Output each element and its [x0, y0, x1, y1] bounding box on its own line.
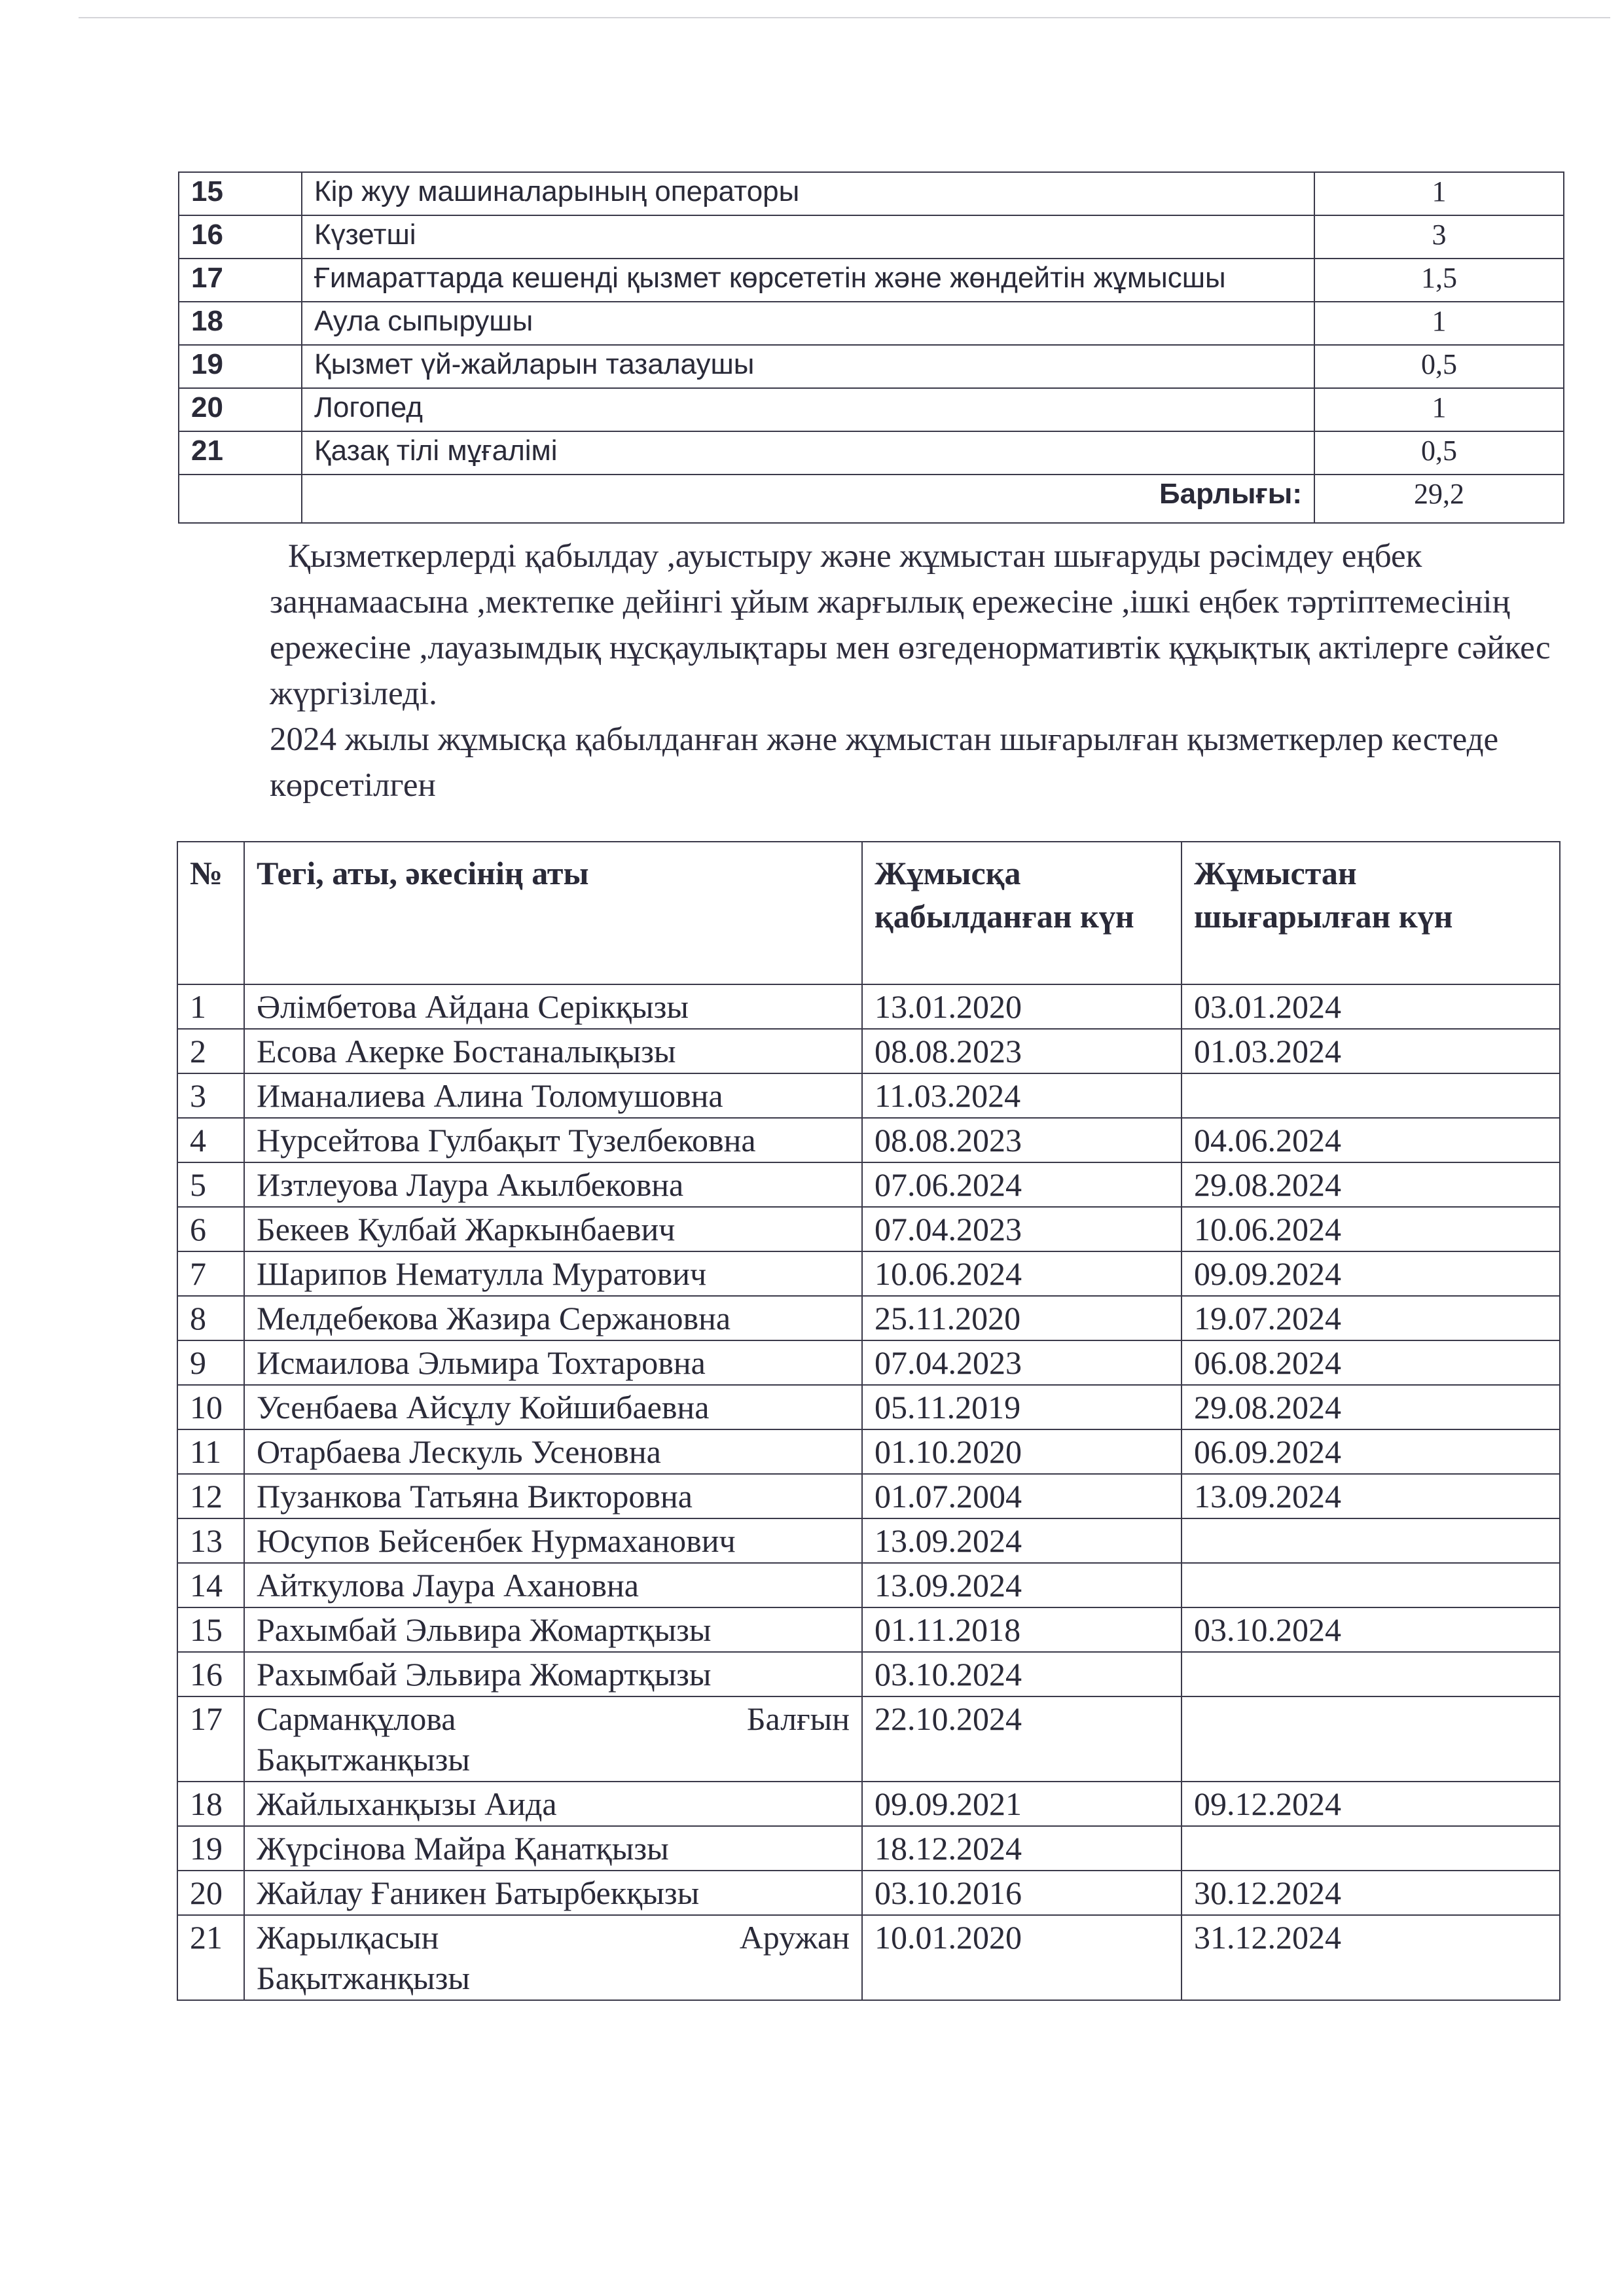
row-number: 17 — [177, 1696, 244, 1782]
position-title: Қызмет үй-жайларын тазалаушы — [302, 345, 1314, 388]
table-row — [179, 388, 1564, 431]
employee-name: Юсупов Бейсенбек Нурмаханович — [244, 1518, 862, 1563]
paragraph-procedures: Қызметкерлерді қабылдау ,ауыстыру және жұмыстан шығаруды рәсімдеу еңбек заңнамаасына ,мектепке дейінгі ұйым жарғылық ережесіне ,ішкі еңбек тәртіптемесінің ережесіне ,лауазымдық нұсқаулықтары мен өзгеденормативтік құқықтық актілерге сәйкес жүргізіледі. — [270, 538, 1551, 712]
row-number: 17 — [179, 259, 302, 302]
employee-name: Жайлау Ғаникен Батырбекқызы — [244, 1871, 862, 1915]
hire-date: 25.11.2020 — [862, 1296, 1182, 1340]
table-row — [177, 1518, 1560, 1563]
hire-date: 09.09.2021 — [862, 1782, 1182, 1826]
row-number: 1 — [177, 984, 244, 1029]
table-row — [177, 1029, 1560, 1073]
employee-name: Отарбаева Лескуль Усеновна — [244, 1429, 862, 1474]
hire-date: 08.08.2023 — [862, 1029, 1182, 1073]
dismissal-date — [1182, 1073, 1560, 1118]
table-row — [179, 215, 1564, 259]
row-number: 16 — [177, 1652, 244, 1696]
hire-date: 01.10.2020 — [862, 1429, 1182, 1474]
table-row — [177, 1073, 1560, 1118]
position-title: Күзетші — [302, 215, 1314, 259]
table-header-row — [177, 842, 1560, 984]
hire-date: 01.07.2004 — [862, 1474, 1182, 1518]
dismissal-date — [1182, 1696, 1560, 1782]
position-title: Аула сыпырушы — [302, 302, 1314, 345]
table-row — [177, 1429, 1560, 1474]
body-text — [270, 533, 1579, 808]
hire-date: 03.10.2024 — [862, 1652, 1182, 1696]
hire-date: 18.12.2024 — [862, 1826, 1182, 1871]
dismissal-date: 31.12.2024 — [1182, 1915, 1560, 2000]
employee-name: Исмаилова Эльмира Тохтаровна — [244, 1340, 862, 1385]
row-number: 18 — [179, 302, 302, 345]
staff-count: 1 — [1314, 172, 1564, 215]
employee-name: Пузанкова Татьяна Викторовна — [244, 1474, 862, 1518]
row-number: 15 — [177, 1607, 244, 1652]
hire-date: 10.06.2024 — [862, 1251, 1182, 1296]
employee-name: Рахымбай Эльвира Жомартқызы — [244, 1607, 862, 1652]
table-row — [177, 1296, 1560, 1340]
row-number: 15 — [179, 172, 302, 215]
position-title: Қазақ тілі мұғалімі — [302, 431, 1314, 475]
table-row — [177, 1652, 1560, 1696]
hire-date: 13.09.2024 — [862, 1518, 1182, 1563]
employee-name: Жайлыханқызы Аида — [244, 1782, 862, 1826]
row-number: 16 — [179, 215, 302, 259]
row-number: 3 — [177, 1073, 244, 1118]
dismissal-date: 30.12.2024 — [1182, 1871, 1560, 1915]
hire-date: 01.11.2018 — [862, 1607, 1182, 1652]
position-title: Логопед — [302, 388, 1314, 431]
table-row — [179, 345, 1564, 388]
row-number: 20 — [177, 1871, 244, 1915]
table-row — [177, 984, 1560, 1029]
hire-date: 08.08.2023 — [862, 1118, 1182, 1162]
hire-date: 07.04.2023 — [862, 1207, 1182, 1251]
employee-name-line2: Бақытжанқызы — [257, 1960, 470, 1996]
dismissal-date: 29.08.2024 — [1182, 1385, 1560, 1429]
hire-date: 13.09.2024 — [862, 1563, 1182, 1607]
table-row — [177, 1385, 1560, 1429]
hire-date: 07.04.2023 — [862, 1340, 1182, 1385]
hire-date: 05.11.2019 — [862, 1385, 1182, 1429]
table-row — [177, 1118, 1560, 1162]
dismissal-date — [1182, 1563, 1560, 1607]
table-row — [177, 1607, 1560, 1652]
row-number: 4 — [177, 1118, 244, 1162]
hire-date: 13.01.2020 — [862, 984, 1182, 1029]
employee-name: Жүрсінова Майра Қанатқызы — [244, 1826, 862, 1871]
table-row — [179, 259, 1564, 302]
table-row — [177, 1251, 1560, 1296]
row-number: 8 — [177, 1296, 244, 1340]
table-row — [177, 1696, 1560, 1782]
row-number: 20 — [179, 388, 302, 431]
row-number: 21 — [177, 1915, 244, 2000]
employee-name: Изтлеуова Лаура Акылбековна — [244, 1162, 862, 1207]
header-full-name: Тегі, аты, әкесінің аты — [244, 842, 862, 984]
row-number: 11 — [177, 1429, 244, 1474]
employee-name: Усенбаева Айсұлу Койшибаевна — [244, 1385, 862, 1429]
staffing-total-value: 29,2 — [1314, 475, 1564, 523]
employee-name-line1: Сарманқұлова Балғын — [257, 1700, 850, 1737]
table-row — [179, 431, 1564, 475]
employee-name: Нурсейтова Гулбақыт Тузелбековна — [244, 1118, 862, 1162]
table-row — [179, 172, 1564, 215]
table-row — [177, 1207, 1560, 1251]
dismissal-date: 09.09.2024 — [1182, 1251, 1560, 1296]
employee-name — [244, 1915, 862, 2000]
dismissal-date: 04.06.2024 — [1182, 1118, 1560, 1162]
hire-date: 10.01.2020 — [862, 1915, 1182, 2000]
dismissal-date: 03.01.2024 — [1182, 984, 1560, 1029]
dismissal-date: 06.08.2024 — [1182, 1340, 1560, 1385]
hire-date: 03.10.2016 — [862, 1871, 1182, 1915]
employee-name: Бекеев Кулбай Жаркынбаевич — [244, 1207, 862, 1251]
employee-name: Әлімбетова Айдана Серікқызы — [244, 984, 862, 1029]
dismissal-date: 13.09.2024 — [1182, 1474, 1560, 1518]
employee-name: Мелдебекова Жазира Сержановна — [244, 1296, 862, 1340]
row-number: 13 — [177, 1518, 244, 1563]
table-row — [177, 1915, 1560, 2000]
hire-date: 11.03.2024 — [862, 1073, 1182, 1118]
employee-name: Шарипов Нематулла Муратович — [244, 1251, 862, 1296]
position-title: Ғимараттарда кешенді қызмет көрсететін және жөндейтін жұмысшы — [302, 259, 1314, 302]
row-number: 12 — [177, 1474, 244, 1518]
staffing-total-row — [179, 475, 1564, 523]
row-number: 21 — [179, 431, 302, 475]
row-number: 6 — [177, 1207, 244, 1251]
staffing-total-empty-cell — [179, 475, 302, 523]
paragraph-table-intro: 2024 жылы жұмысқа қабылданған және жұмыстан шығарылған қызметкерлер кестеде көрсетілген — [270, 721, 1499, 804]
hire-date: 07.06.2024 — [862, 1162, 1182, 1207]
employee-name-line1: Жарылқасын Аружан — [257, 1919, 850, 1956]
staff-count: 0,5 — [1314, 345, 1564, 388]
row-number: 19 — [179, 345, 302, 388]
staff-count: 1,5 — [1314, 259, 1564, 302]
staff-count: 1 — [1314, 388, 1564, 431]
dismissal-date: 01.03.2024 — [1182, 1029, 1560, 1073]
employee-name — [244, 1696, 862, 1782]
header-dismissal-date: Жұмыстан шығарылған күн — [1182, 842, 1560, 984]
dismissal-date: 10.06.2024 — [1182, 1207, 1560, 1251]
row-number: 2 — [177, 1029, 244, 1073]
row-number: 10 — [177, 1385, 244, 1429]
staff-count: 1 — [1314, 302, 1564, 345]
staff-count: 0,5 — [1314, 431, 1564, 475]
employee-name: Айткулова Лаура Ахановна — [244, 1563, 862, 1607]
page-top-rule — [79, 17, 1610, 18]
dismissal-date — [1182, 1518, 1560, 1563]
table-row — [177, 1563, 1560, 1607]
table-row — [179, 302, 1564, 345]
dismissal-date — [1182, 1652, 1560, 1696]
table-row — [177, 1474, 1560, 1518]
header-hire-date: Жұмысқа қабылданған күн — [862, 842, 1182, 984]
row-number: 9 — [177, 1340, 244, 1385]
employee-name: Есова Акерке Бостаналықызы — [244, 1029, 862, 1073]
table-row — [177, 1162, 1560, 1207]
dismissal-date: 03.10.2024 — [1182, 1607, 1560, 1652]
row-number: 19 — [177, 1826, 244, 1871]
dismissal-date: 09.12.2024 — [1182, 1782, 1560, 1826]
staff-movements-body — [177, 842, 1560, 2000]
table-row — [177, 1782, 1560, 1826]
table-row — [177, 1871, 1560, 1915]
row-number: 18 — [177, 1782, 244, 1826]
dismissal-date: 06.09.2024 — [1182, 1429, 1560, 1474]
staffing-table — [178, 171, 1564, 524]
staff-movements-table — [177, 841, 1561, 2001]
staff-count: 3 — [1314, 215, 1564, 259]
employee-name: Рахымбай Эльвира Жомартқызы — [244, 1652, 862, 1696]
position-title: Кір жуу машиналарының операторы — [302, 172, 1314, 215]
table-row — [177, 1340, 1560, 1385]
employee-name: Иманалиева Алина Толомушовна — [244, 1073, 862, 1118]
employee-name-line2: Бақытжанқызы — [257, 1741, 470, 1778]
row-number: 7 — [177, 1251, 244, 1296]
row-number: 14 — [177, 1563, 244, 1607]
table-row — [177, 1826, 1560, 1871]
hire-date: 22.10.2024 — [862, 1696, 1182, 1782]
staffing-total-label: Барлығы: — [302, 475, 1314, 523]
dismissal-date: 29.08.2024 — [1182, 1162, 1560, 1207]
dismissal-date — [1182, 1826, 1560, 1871]
row-number: 5 — [177, 1162, 244, 1207]
staffing-table-body — [179, 172, 1564, 523]
header-number: № — [177, 842, 244, 984]
dismissal-date: 19.07.2024 — [1182, 1296, 1560, 1340]
